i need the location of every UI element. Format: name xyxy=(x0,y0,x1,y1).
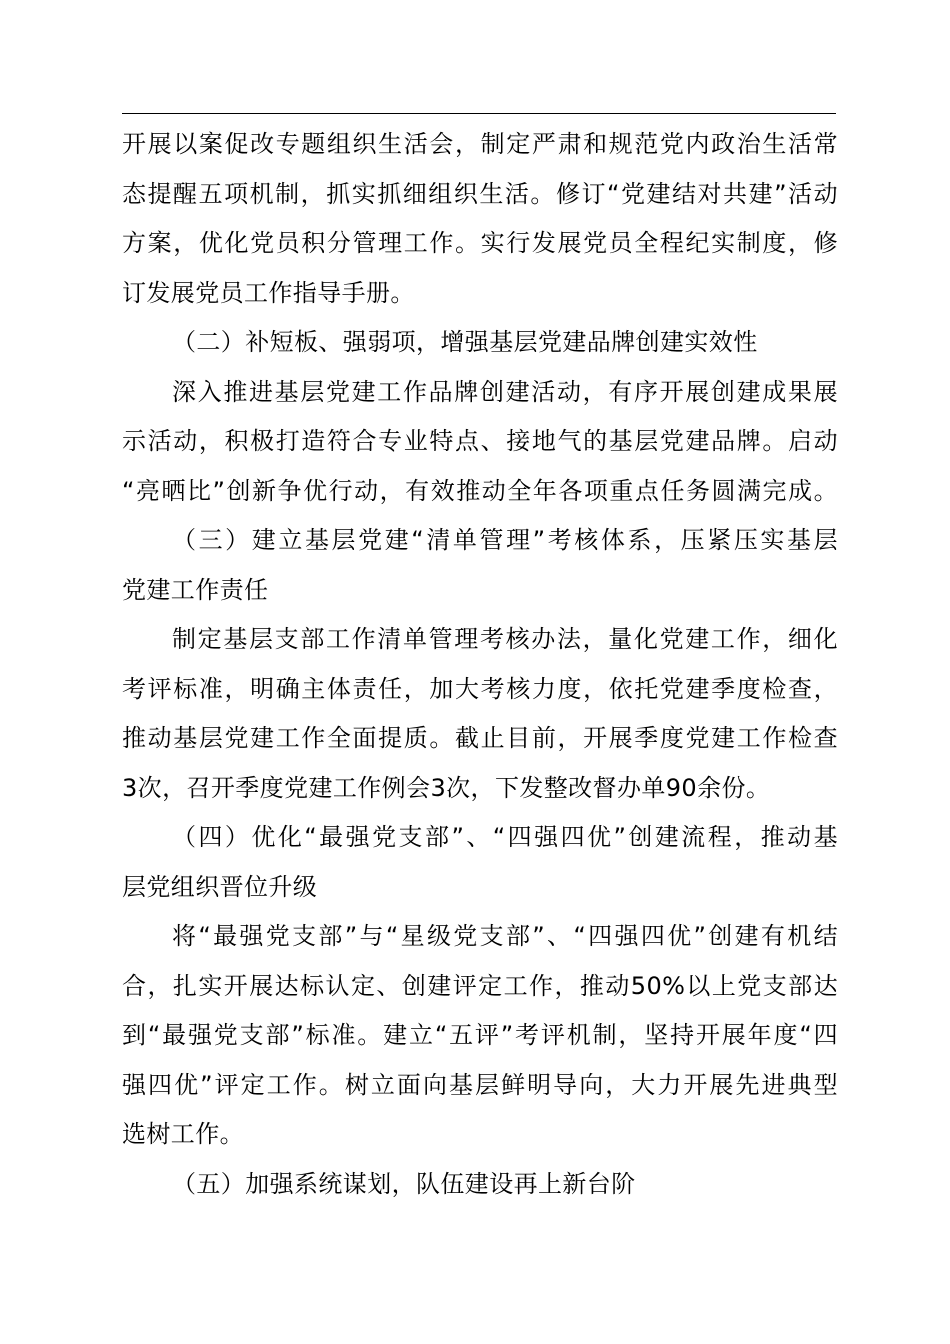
text-line: 3次，召开季度党建工作例会3次，下发整改督办单90余份。 xyxy=(122,773,771,802)
text-line: 订发展党员工作指导手册。 xyxy=(122,278,415,307)
text-line: 示活动，积极打造符合专业特点、接地气的基层党建品牌。启动 xyxy=(122,427,838,455)
section-heading: （五）加强系统谋划，队伍建设再上新台阶 xyxy=(172,1169,636,1198)
text-line: 态提醒五项机制，抓实抓细组织生活。修订“党建结对共建”活动 xyxy=(122,179,838,208)
text-line: 合，扎实开展达标认定、创建评定工作，推动50%以上党支部达 xyxy=(122,971,838,1000)
section-heading: 层党组织晋位升级 xyxy=(122,872,318,901)
text-line: 强四优”评定工作。树立面向基层鲜明导向，大力开展先进典型 xyxy=(122,1070,838,1099)
text-line: 推动基层党建工作全面提质。截止目前，开展季度党建工作检查 xyxy=(122,724,838,752)
text-line: “亮晒比”创新争优行动，有效推动全年各项重点任务圆满完成。 xyxy=(122,476,838,505)
text-line: 方案，优化党员积分管理工作。实行发展党员全程纪实制度，修 xyxy=(122,229,838,257)
text-line: 考评标准，明确主体责任，加大考核力度，依托党建季度检查， xyxy=(122,674,838,703)
header-rule xyxy=(122,113,836,114)
section-heading: （四）优化“最强党支部”、“四强四优”创建流程，推动基 xyxy=(172,823,838,851)
text-line: 选树工作。 xyxy=(122,1120,244,1148)
document-body xyxy=(122,120,838,1209)
text-line: 制定基层支部工作清单管理考核办法，量化党建工作，细化 xyxy=(172,625,838,653)
text-line: 开展以案促改专题组织生活会，制定严肃和规范党内政治生活常 xyxy=(122,130,838,158)
text-line: 将“最强党支部”与“星级党支部”、“四强四优”创建有机结 xyxy=(172,922,838,950)
text-line: 深入推进基层党建工作品牌创建活动，有序开展创建成果展 xyxy=(172,377,838,406)
section-heading: 党建工作责任 xyxy=(122,575,269,604)
section-heading: （三）建立基层党建“清单管理”考核体系，压紧压实基层 xyxy=(172,526,838,554)
section-heading: （二）补短板、强弱项，增强基层党建品牌创建实效性 xyxy=(172,328,758,356)
text-line: 到“最强党支部”标准。建立“五评”考评机制，坚持开展年度“四 xyxy=(122,1021,838,1049)
